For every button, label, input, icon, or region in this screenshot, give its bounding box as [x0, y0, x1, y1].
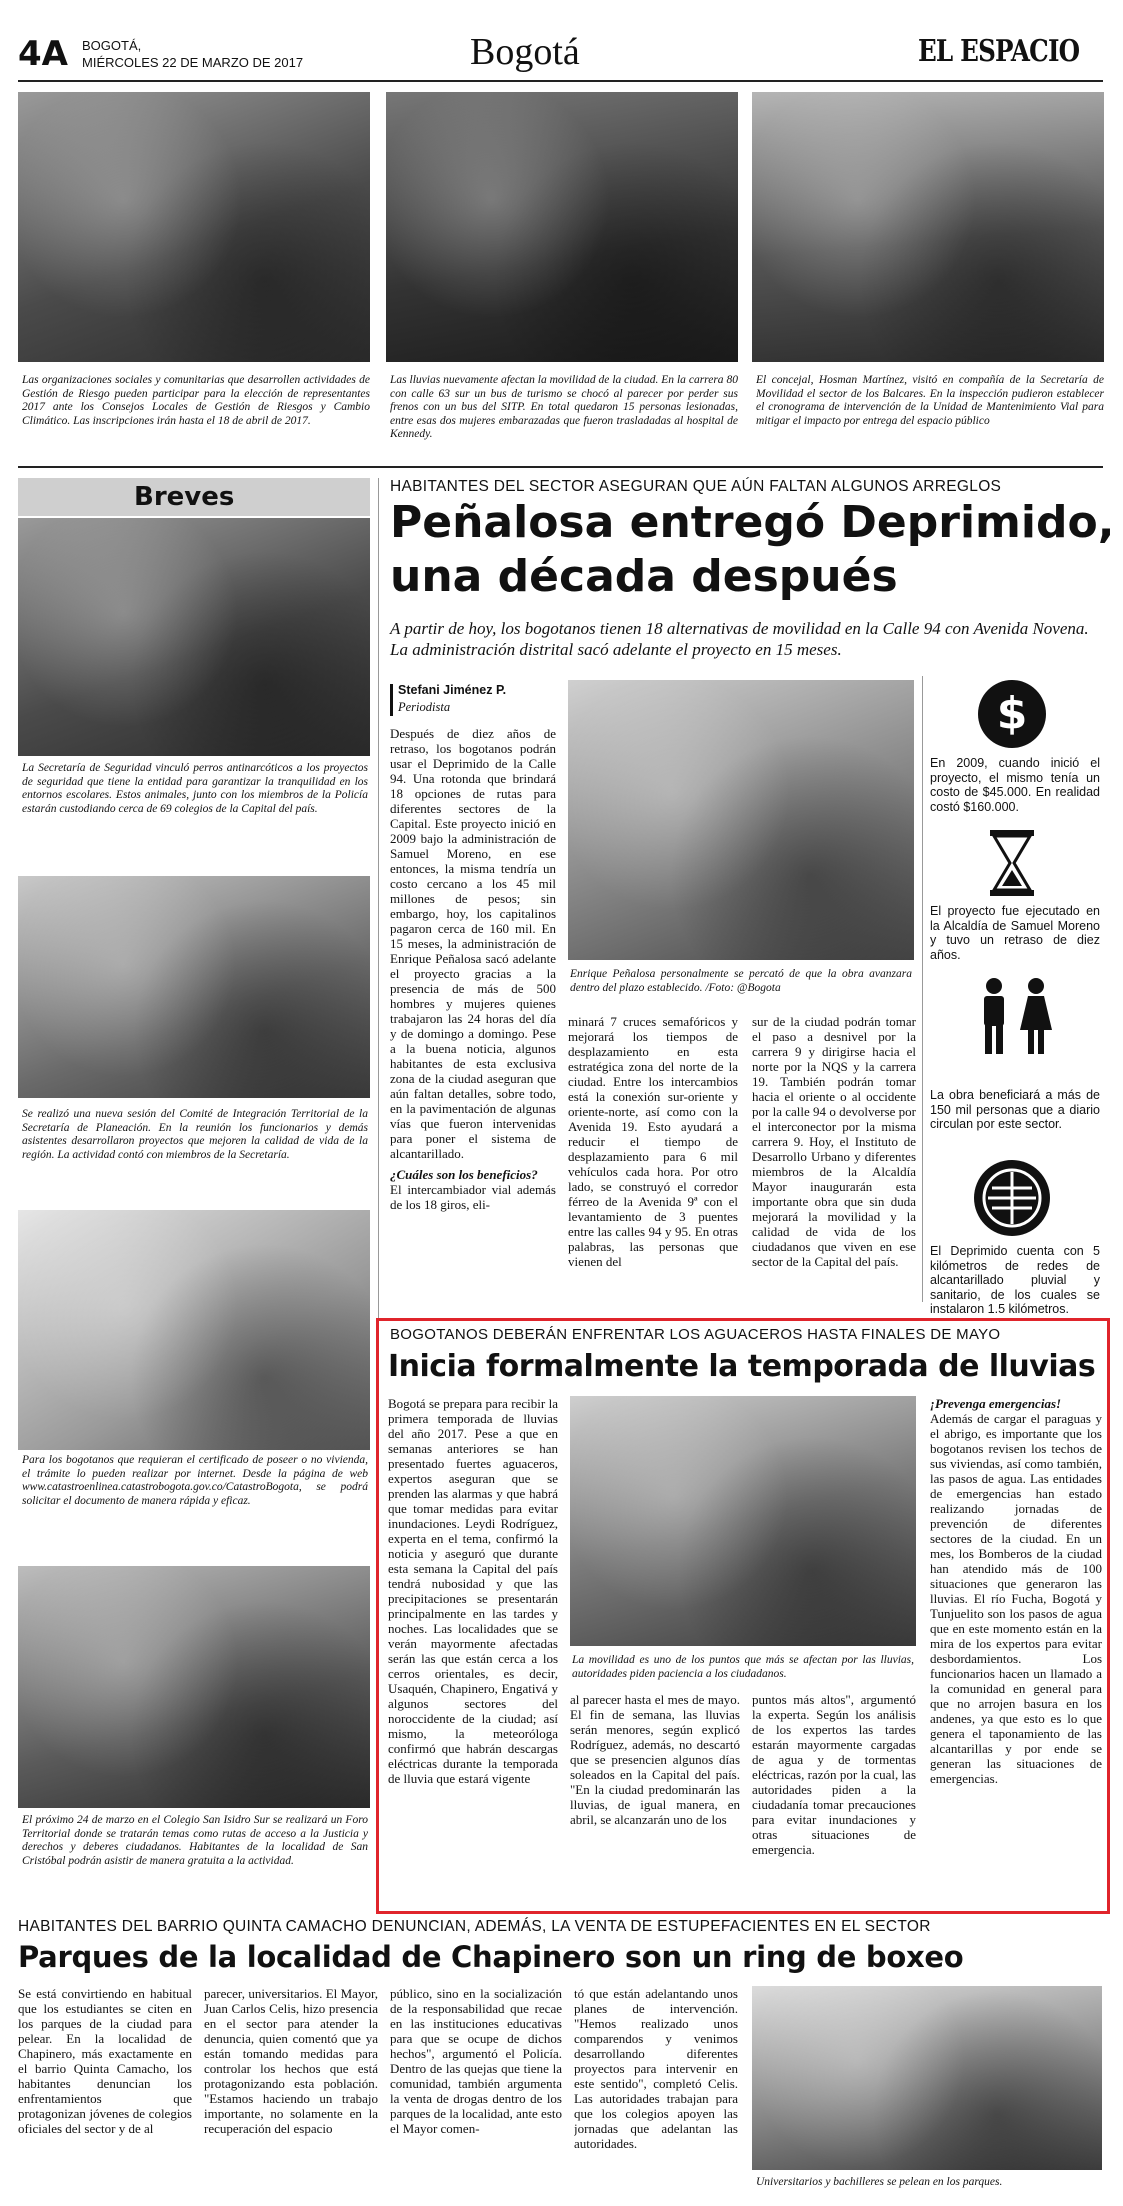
article3-headline: Parques de la localidad de Chapinero son un ring de boxeo [18, 1940, 964, 1974]
photo-risk-management [18, 92, 370, 362]
article1-question: ¿Cuáles son los beneficios? [390, 1167, 538, 1182]
dateline-date: MIÉRCOLES 22 DE MARZO DE 2017 [82, 55, 304, 70]
byline-bar [390, 684, 393, 716]
caption-breves-committee: Se realizó una nueva sesión del Comité de Integración Territorial de la Secretaría de Planeación. En la reunión los funcionarios y demás asistentes desarrollaron proyectos que mejoren la calidad de vida de la región. La actividad contó con miembros de la Secretaría. [22, 1108, 368, 1161]
photo-bus-accident [386, 92, 738, 362]
article2-column1: Bogotá se prepara para recibir la primera temporada de lluvias del año 2017. Pese a que en semanas anteriores se han presentado fuertes aguaceros, expertos aseguran que se prenden las alarmas y que habrá que tomar medidas para evitar inundaciones. Leydi Rodríguez, experta en el tema, confirmó la noticia y aseguró que durante esta semana la Capital del país tendrá nubosidad y que las precipitaciones se presentarán principalmente en las tardes y noches. Las localidades que se verán mayormente afectadas serán las que están cerca a los cerros orientales, es decir, Usaquén, Chapinero, Engativá y algunos sectores del noroccidente de la ciudad; así mismo, la meteoróloga confirmó que habrán descargas eléctricas durante la temporada de lluvia que estará vigente [388, 1396, 558, 1786]
hourglass-icon [990, 830, 1034, 896]
article3-column2: parecer, universitarios. El Mayor, Juan Carlos Celis, hizo presencia en el sector para atender la denuncia, quien comentó que ya están tomando medidas para controlar los hechos que está protagonizando esta población. "Estamos haciendo un trabajo importante, no solamente en la recuperación del espacio [204, 1986, 378, 2136]
info-beneficiaries: La obra beneficiará a más de 150 mil personas que a diario circulan por este sector. [930, 1088, 1100, 1131]
article1-kicker: HABITANTES DEL SECTOR ASEGURAN QUE AÚN FALTAN ALGUNOS ARREGLOS [390, 478, 1002, 495]
photo-deprimido [568, 680, 914, 960]
dollar-icon: $ [978, 680, 1046, 748]
article2-side-title: ¡Prevenga emergencias! [930, 1396, 1062, 1411]
info-cost: En 2009, cuando inició el proyecto, el mismo tenía un costo de $45.000. En realidad costó $160.000. [930, 756, 1100, 814]
dateline-city: BOGOTÁ, [82, 38, 142, 53]
top-photos-rule [18, 466, 1103, 468]
byline-role: Periodista [398, 700, 451, 714]
photo-breves-committee [18, 876, 370, 1098]
article1-headline-line1: Peñalosa entregó Deprimido, [390, 497, 1115, 548]
article1-headline-line2: una década después [390, 551, 898, 602]
article1-column1-text: Después de diez años de retraso, los bogotanos podrán usar el Deprimido de la Calle 94. Una rotonda que brindará 18 opciones de rutas para diferentes sectores de la Capital. Este proyecto inició en 2009 bajo la administración de Samuel Moreno, en ese entonces, la misma tendría un costo cercano a los 45 mil millones de pesos; sin embargo, hoy, los capitalinos pagaron cerca de 160 mil. En 15 meses, la administración de Enrique Peñalosa sacó adelante el proyecto gracias a la presencia de más de 500 hombres y mujeres quienes trabajaron las 24 horas del día y de domingo a domingo. Pese a la buena noticia, algunos habitantes de esta exclusiva zona de la ciudad aseguran que aún faltan detalles, sobre todo, en la pavimentación de algunas vías que fueron intervenidas para poner el sistema de alcantarillado. [390, 726, 556, 1161]
caption-councilman-visit: El concejal, Hosman Martínez, visitó en compañía de la Secretaría de Movilidad el sector de los Balcares. En la inspección pudieron establecer el cronograma de intervención de la Unidad de Mantenimiento Vial para mitigar el impacto por entrega del espacio público [756, 374, 1104, 427]
masthead-rule [18, 80, 1103, 82]
caption-breves-online-certificate: Para los bogotanos que requieran el certificado de poseer o no vivienda, el trámite lo pueden realizar por internet. Desde la página de web www.catastroenlinea.catastrobogota.gov.co/CatastroBogota, se podrá solicitar el documento de manera rápida y eficaz. [22, 1454, 368, 1507]
section-title: Bogotá [470, 31, 580, 73]
article3-column3: público, sino en la socialización de la responsabilidad que recae en las instituciones educativas para que se ocupe de dichos hechos", argumentó el Policía. Dentro de las quejas que tiene la comunidad, también argumenta la venta de drogas dentro de los parques de la localidad, ante esto el Mayor comen- [390, 1986, 562, 2136]
caption-breves-forum: El próximo 24 de marzo en el Colegio San Isidro Sur se realizará un Foro Territorial donde se tratarán temas como rutas de acceso a la Justicia y derechos y deberes ciudadanos. Habitantes de la localidad de San Cristóbal podrán asistir de manera gratuita a la actividad. [22, 1814, 368, 1867]
article2-side-text: Además de cargar el paraguas y el abrigo, es importante que los bogotanos revisen los techos de sus viviendas, así como también, las pasos de agua. Las entidades de emergencias han estado realizando jornadas de prevención de diferentes sectores de la ciudad. En un mes, los Bomberos de la ciudad han atendido más de 100 situaciones que generaron las lluvias. El río Fucha, Bogotá y Tunjuelito son los pasos de agua que en este momento están en la mira de los expertos para evitar desbordamientos. Los funcionarios hacen un llamado a la comunidad en general para que no arrojen basura en los andenes, ya que esto es lo que genera el taponamiento de las alcantarillas y por ende se generan las situaciones de emergencias. [930, 1411, 1102, 1786]
caption-park: Universitarios y bachilleres se pelean en los parques. [756, 2176, 1003, 2188]
article2-column2: al parecer hasta el mes de mayo. El fin de semana, las lluvias serán menores, según explicó Rodríguez, además, no descartó que se presencien algunos días soleados en la Capital del país. "En la ciudad predominarán las lluvias, de igual manera, en abril, se alcanzarán uno de los [570, 1692, 740, 1827]
article1-column1-end: El intercambiador vial además de los 18 giros, eli- [390, 1182, 556, 1212]
article2-column3: puntos más altos", argumentó la experta. Según los análisis de los expertos las tardes estarán mayormente cargadas de agua y de tormentas eléctricas, razón por la cual, las autoridades piden a la ciudadanía tomar precauciones para evitar inundaciones y otras situaciones de emergencia. [752, 1692, 916, 1857]
page-number: 4A [18, 34, 68, 74]
caption-deprimido: Enrique Peñalosa personalmente se percató de que la obra avanzara dentro del plazo establecido. /Foto: @Bogota [570, 968, 912, 994]
people-icon [970, 976, 1060, 1056]
caption-bus-accident: Las lluvias nuevamente afectan la movilidad de la ciudad. En la carrera 80 con calle 63 sur un bus de turismo se chocó al parecer por perder sus frenos con un bus del SITP. En total quedaron 15 personas lesionadas, entre esas dos mujeres embarazadas que fueron trasladadas al hospital de Kennedy. [390, 374, 738, 441]
article3-column1: Se está convirtiendo en habitual que los estudiantes se citen en los parques de la ciudad para pelear. En la localidad de Chapinero, más exactamente en el barrio Quinta Camacho, los habitantes denuncian los enfrentamientos que protagonizan jóvenes de colegios oficiales del sector y de al [18, 1986, 192, 2136]
article1-column2: minará 7 cruces semafóricos y mejorará los tiempos de desplazamiento en esta estratégica zona del norte de la ciudad. Entre los intercambios está la conexión sur-oriente y oriente-norte, así como con la Avenida 19. Esto ayudará a reducir el tiempo de desplazamiento para 6 mil vehículos cada hora. Por otro lado, se construyó el corredor férreo de la Avenida 9ª con el levantamiento de 3 puentes entre las calles 94 y 95. En otras palabras, las personas que vienen del [568, 1014, 738, 1269]
caption-risk-management: Las organizaciones sociales y comunitarias que desarrollen actividades de Gestión de Riesgo pueden participar para la elección de representantes 2017 ante los Consejos Locales de Gestión de Riesgos y Cambio Climático. Las inscripciones irán hasta el 18 de abril de 2017. [22, 374, 370, 427]
article1-subhead: A partir de hoy, los bogotanos tienen 18 alternativas de movilidad en la Calle 94 con Avenida Novena. La administración distrital sacó adelante el proyecto en 15 meses. [390, 619, 1089, 659]
article1-column3: sur de la ciudad podrán tomar el paso a desnivel por la carrera 9 y dirigirse hacia el norte por la NQS y la carrera 19. También podrán tomar hacia el oriente o al occidente por la calle 94 o devolverse por el interconector por la misma carrera 9. Hoy, el Instituto de Desarrollo Urbano y diferentes miembros de la Alcaldía Mayor inaugurarán esta importante obra que sin duda mejorará la movilidad y la calidad de vida de los ciudadanos que viven en ese sector de la Capital del país. [752, 1014, 916, 1269]
photo-rainy-traffic [570, 1396, 916, 1646]
brand-logo: EL ESPACIO [918, 34, 1080, 69]
breves-title: Breves [134, 482, 235, 512]
article3-column4: tó que están adelantando unos planes de intervención. "Hemos realizado unos comparendos y venimos desarrollando diferentes proyectos para intervenir en este sentido", completó Celis. Las autoridades trabajan para que los colegios apoyen las jornadas que adelantan las autoridades. [574, 1986, 738, 2151]
article3-kicker: HABITANTES DEL BARRIO QUINTA CAMACHO DENUNCIAN, ADEMÁS, LA VENTA DE ESTUPEFACIENTES EN EL SECTOR [18, 1918, 931, 1935]
byline-name: Stefani Jiménez P. [398, 683, 507, 697]
article2-sidebar [930, 1396, 1102, 1902]
sewer-icon [974, 1160, 1050, 1236]
article2-headline: Inicia formalmente la temporada de lluvias [388, 1349, 1096, 1384]
photo-park [752, 1986, 1102, 2170]
article2-kicker: BOGOTANOS DEBERÁN ENFRENTAR LOS AGUACEROS HASTA FINALES DE MAYO [390, 1326, 1001, 1343]
info-column-divider [922, 676, 923, 1302]
article1-column1 [390, 726, 556, 1256]
photo-breves-forum [18, 1566, 370, 1808]
photo-breves-dogs [18, 518, 370, 756]
caption-rainy-traffic: La movilidad es uno de los puntos que más se afectan por las lluvias, autoridades piden paciencia a los ciudadanos. [572, 1654, 914, 1680]
photo-breves-online-certificate [18, 1210, 370, 1450]
photo-councilman-visit [752, 92, 1104, 362]
caption-breves-dogs: La Secretaría de Seguridad vinculó perros antinarcóticos a los proyectos de seguridad que tiene la entidad para garantizar la tranquilidad en los entornos escolares. Estos animales, junto con los miembros de la Policía estarán custodiando cerca de 69 colegios de la Capital del país. [22, 762, 368, 815]
info-delay: El proyecto fue ejecutado en la Alcaldía de Samuel Moreno y tuvo un retraso de diez años. [930, 904, 1100, 962]
info-sewer: El Deprimido cuenta con 5 kilómetros de redes de alcantarillado pluvial y sanitario, de los cuales se instalaron 1.5 kilómetros. [930, 1244, 1100, 1316]
